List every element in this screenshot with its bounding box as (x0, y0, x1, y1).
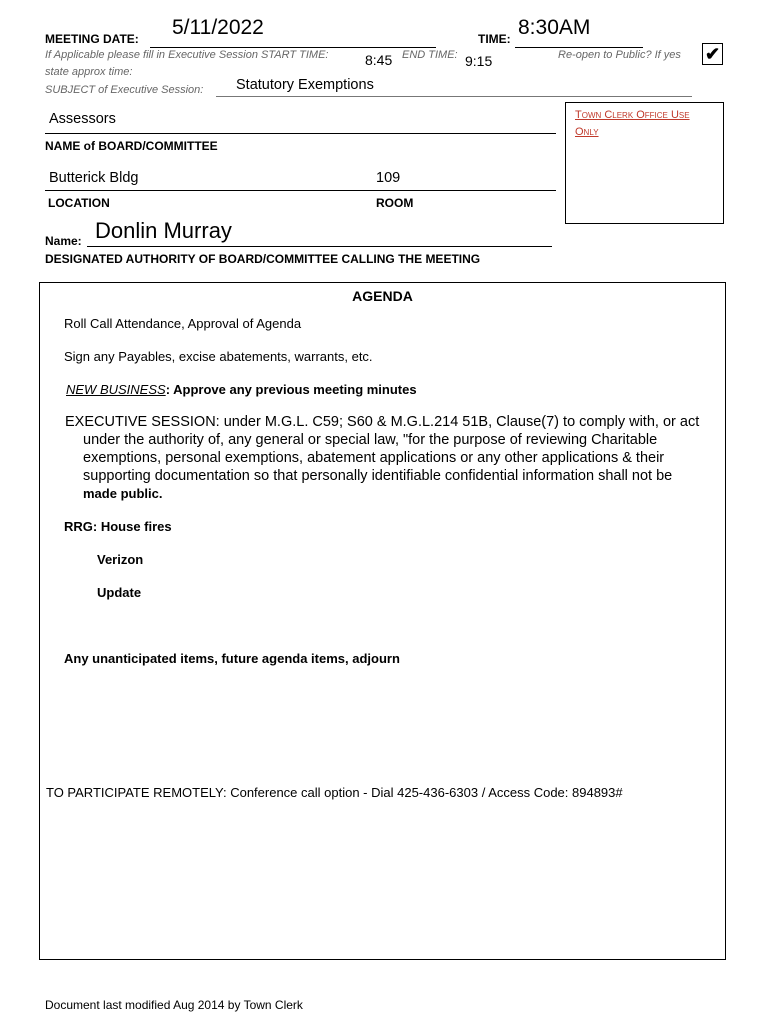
meeting-date-underline (150, 47, 436, 48)
subject-label: SUBJECT of Executive Session: (45, 84, 204, 96)
room-value[interactable]: 109 (376, 170, 401, 186)
location-underline (45, 190, 556, 191)
time-value[interactable]: 8:30AM (518, 16, 591, 39)
agenda-item-adjourn: Any unanticipated items, future agenda items, adjourn (64, 651, 400, 666)
agenda-item-new-business (66, 382, 417, 397)
town-clerk-label: Town Clerk Office Use Only (575, 109, 690, 138)
agenda-item-rrg: RRG: House fires (64, 519, 172, 534)
end-time-value[interactable]: 9:15 (465, 53, 493, 69)
executive-session-text: EXECUTIVE SESSION: under M.G.L. C59; S60 & M.G.L.214 51B, Clause(7) to comply with, or act under the authority of, any general or special law, "for the purpose of reviewing Charitable exemptions, personal exemptions, abatement applications or any other applications & their supporting documentation so that personally identifiable confidential information shall not be (65, 414, 700, 484)
reopen-label: Re-open to Public? If yes (558, 49, 681, 61)
agenda-item-roll-call: Roll Call Attendance, Approval of Agenda (64, 316, 302, 331)
reopen-checkbox[interactable]: ✔ (702, 43, 723, 65)
agenda-item-payables: Sign any Payables, excise abatements, warrants, etc. (64, 349, 373, 364)
new-business-text: : Approve any previous meeting minutes (165, 382, 417, 397)
meeting-date-label: MEETING DATE: (45, 32, 139, 46)
authority-name-underline (87, 246, 552, 247)
location-value[interactable]: Butterick Bldg (49, 170, 139, 186)
board-name-value[interactable]: Assessors (49, 111, 116, 127)
new-business-label: NEW BUSINESS (66, 382, 166, 397)
agenda-item-verizon: Verizon (97, 552, 144, 567)
remote-participation: TO PARTICIPATE REMOTELY: Conference call option - Dial 425-436-6303 / Access Code: 894893# (46, 785, 623, 800)
start-time-value[interactable]: 8:45 (365, 52, 393, 68)
meeting-date-value[interactable]: 5/11/2022 (172, 16, 264, 39)
subject-value[interactable]: Statutory Exemptions (236, 77, 374, 93)
agenda-box (39, 282, 726, 960)
name-label: Name: (45, 234, 82, 248)
town-clerk-box (565, 102, 724, 224)
exec-session-note: If Applicable please fill in Executive Session START TIME: (45, 49, 329, 61)
authority-name-value[interactable]: Donlin Murray (95, 218, 232, 243)
authority-label: DESIGNATED AUTHORITY OF BOARD/COMMITTEE CALLING THE MEETING (45, 252, 481, 266)
executive-session-end: made public. (83, 486, 163, 501)
board-name-underline (45, 133, 556, 134)
time-underline (515, 47, 643, 48)
agenda-item-update: Update (97, 585, 142, 600)
agenda-item-executive-session (65, 413, 728, 503)
state-approx-label: state approx time: (45, 66, 133, 78)
time-label: TIME: (478, 32, 511, 46)
end-time-label: END TIME: (402, 49, 458, 61)
location-label: LOCATION (48, 196, 110, 210)
subject-underline (216, 96, 692, 97)
footer-note: Document last modified Aug 2014 by Town Clerk (45, 998, 303, 1012)
board-name-label: NAME of BOARD/COMMITTEE (45, 139, 218, 153)
agenda-title: AGENDA (352, 288, 413, 304)
room-label: ROOM (376, 196, 414, 210)
